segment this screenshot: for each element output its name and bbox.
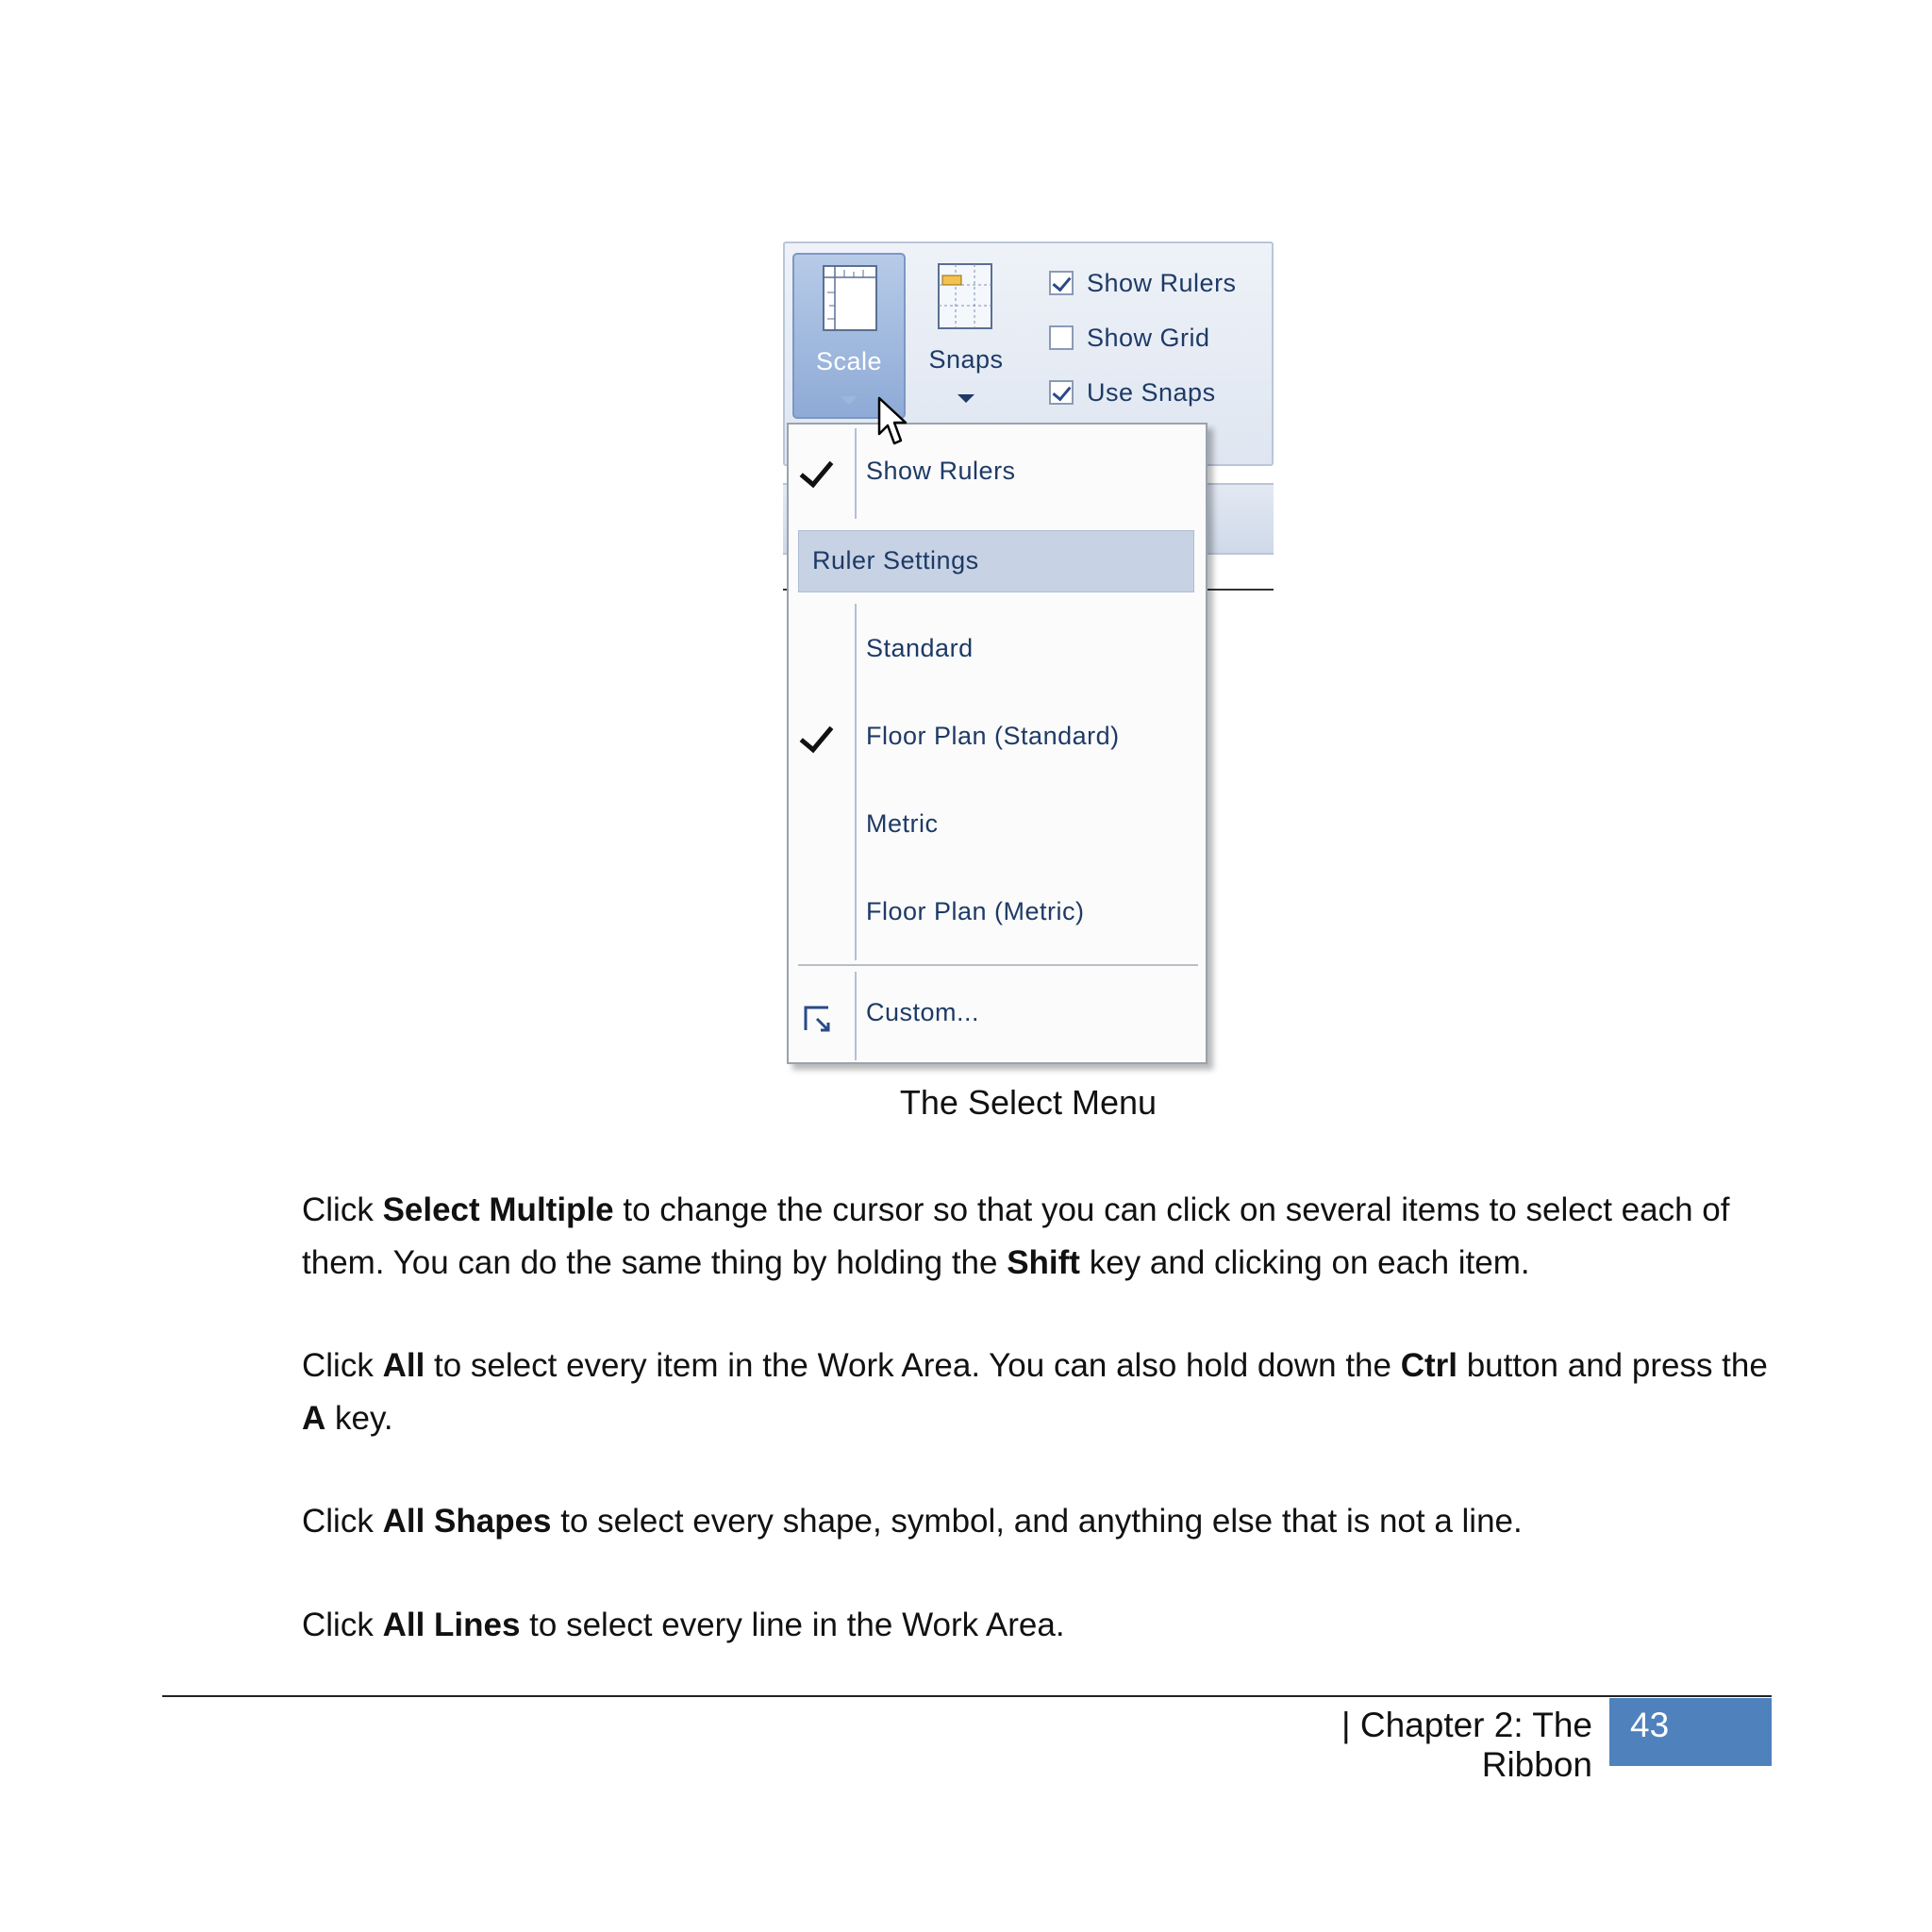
- chevron-down-icon: [958, 394, 974, 403]
- footer-rule: [162, 1695, 1772, 1697]
- paragraph-all-lines: [302, 1599, 1774, 1652]
- menu-header-label: Ruler Settings: [812, 546, 979, 575]
- scale-button-label: Scale: [815, 347, 883, 375]
- menu-item-standard[interactable]: [789, 623, 1206, 679]
- snaps-button-label: Snaps: [928, 345, 1004, 374]
- paragraph-select-all: [302, 1340, 1774, 1445]
- bold-term: All Shapes: [382, 1503, 552, 1540]
- paragraph-text: Click: [302, 1503, 383, 1540]
- snap-grid-icon: [935, 262, 995, 330]
- show-grid-label: Show Grid: [1087, 323, 1210, 352]
- mouse-pointer-icon: [877, 396, 911, 449]
- menu-item-floor-plan-standard[interactable]: [789, 710, 1206, 767]
- paragraph-text: to select every shape, symbol, and anything else that is not a line.: [551, 1503, 1523, 1540]
- menu-item-label: Show Rulers: [866, 457, 1016, 485]
- paragraph-text: to change the cursor so that you can click on several items to select each of them. You can do the same thing by holding the: [302, 1191, 1730, 1281]
- bold-term: Shift: [1007, 1244, 1080, 1281]
- show-rulers-checkbox[interactable]: [1049, 264, 1237, 302]
- paragraph-text: button and press the: [1457, 1347, 1768, 1384]
- dialog-launcher-icon: [804, 1006, 832, 1034]
- show-rulers-label: Show Rulers: [1087, 268, 1237, 297]
- paragraph-all-shapes: [302, 1495, 1774, 1548]
- page-number-box: [1609, 1698, 1772, 1766]
- screenshot-figure: [783, 242, 1274, 1076]
- bold-term: Ctrl: [1400, 1347, 1457, 1384]
- paragraph-select-multiple: [302, 1184, 1774, 1290]
- paragraph-text: to select every line in the Work Area.: [520, 1607, 1065, 1643]
- figure-caption: The Select Menu: [899, 1083, 1158, 1122]
- scale-dropdown-menu: [787, 423, 1208, 1064]
- bold-term: A: [302, 1400, 326, 1437]
- menu-item-floor-plan-metric[interactable]: [789, 886, 1206, 942]
- chevron-down-icon: [841, 396, 858, 405]
- menu-item-metric[interactable]: [789, 798, 1206, 855]
- bold-term: All: [382, 1347, 425, 1384]
- paragraph-text: to select every item in the Work Area. You can also hold down the: [425, 1347, 1401, 1384]
- menu-item-label: Standard: [866, 634, 974, 662]
- menu-item-show-rulers[interactable]: [789, 445, 1206, 502]
- checkmark-icon: [800, 453, 834, 488]
- snaps-button[interactable]: [909, 253, 1023, 419]
- use-snaps-checkbox[interactable]: [1049, 374, 1216, 411]
- checkbox-unchecked-icon: [1049, 325, 1074, 350]
- bold-term: Select Multiple: [382, 1191, 614, 1228]
- paragraph-text: Click: [302, 1347, 383, 1384]
- show-grid-checkbox[interactable]: [1049, 319, 1210, 357]
- menu-item-label: Custom...: [866, 998, 980, 1026]
- menu-item-label: Metric: [866, 809, 939, 838]
- footer-chapter-title: | Chapter 2: The Ribbon: [1341, 1706, 1592, 1784]
- menu-separator: [798, 964, 1198, 966]
- ruler-page-icon: [820, 264, 880, 332]
- checkmark-icon: [800, 718, 834, 753]
- bold-term: All Lines: [382, 1607, 521, 1643]
- page-number: 43: [1630, 1706, 1670, 1744]
- menu-section-header: [798, 530, 1194, 592]
- checkbox-checked-icon: [1049, 271, 1074, 295]
- menu-item-custom[interactable]: [789, 987, 1206, 1043]
- paragraph-text: Click: [302, 1191, 383, 1228]
- checkbox-checked-icon: [1049, 380, 1074, 405]
- paragraph-text: key and clicking on each item.: [1079, 1244, 1530, 1281]
- paragraph-text: key.: [325, 1400, 393, 1437]
- use-snaps-label: Use Snaps: [1087, 377, 1216, 407]
- menu-item-label: Floor Plan (Standard): [866, 722, 1120, 750]
- scale-button[interactable]: [792, 253, 906, 419]
- paragraph-text: Click: [302, 1607, 383, 1643]
- menu-item-label: Floor Plan (Metric): [866, 897, 1085, 925]
